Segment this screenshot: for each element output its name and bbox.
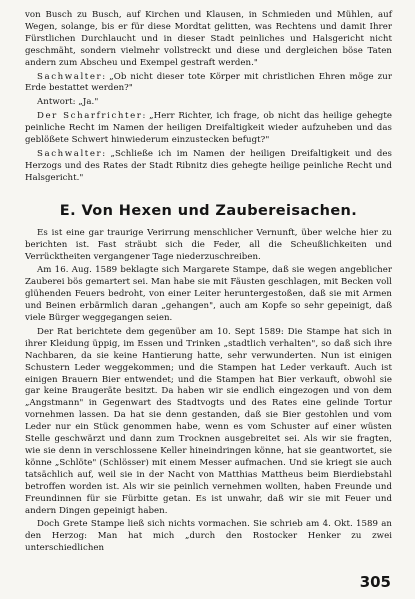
speaker-name: Sachwalter xyxy=(37,71,103,82)
speaker-name: Sachwalter xyxy=(37,148,103,159)
dialogue-text: : „Ob nicht dieser tote Körper mit christlichen Ehren möge zur Erde bestattet werden?" xyxy=(25,71,392,94)
paragraph-council-report: Der Rat berichtete dem gegenüber am 10. Sept 1589: Die Stampe hat sich in ihrer Kleidung üppig, im Essen und Trinken „stadtlich verhalten", so daß sich ihre Nachbaren, da sie keine Hantierung hatte, sehr verwunderten. Nun ist einigen Schustern Leder weggekommen; und die Stampen hat Leder verkauft. Auch ist einigen Brauern Bier entwendet; und die Stampen hat Bier verkauft, obwohl sie gar keine Braugeräte besitzt. Da haben wir sie endlich eingezogen und von dem „Angstmann" in Gegenwart des Stadtvogts und des Rates eine gelinde Tortur vornehmen lassen. Da hat sie denn gestanden, daß sie Bier gestohlen und vom Leder nur ein Stück genommen habe, wenn es vom Schuster auf einer wüsten Stelle geschwärzt und dann zum Trocknen ausgebreitet sei. Als wir sie fragten, wie sie denn in verschlossene Keller hineindringen könne, hat sie geantwortet, sie könne „Schlöte" (Schlösser) mit einem Messer aufmachen. Und sie kriegt sie auch tatsächlich auf, weil sie in der Nacht von Matthias Mattheus beim Bierdiebstahl betroffen worden ist. Als wir sie peinlich vernehmen wollten, haben Freunde und Freundinnen für sie Fürbitte getan. Es ist unwahr, daß wir sie mit Feuer und andern Dingen gepeinigt haben. xyxy=(25,326,392,516)
paragraph-intro: Es ist eine gar traurige Verirrung menschlicher Vernunft, über welche hier zu berichten ist. Fast sträubt sich die Feder, all die Scheußlichkeiten und Verrücktheiten vergangener Tage niederzuschreiben. xyxy=(25,227,392,262)
paragraph-continuation: von Busch zu Busch, auf Kirchen und Klausen, in Schmieden und Mühlen, auf Wegen, solange, bis er für diese Mordtat gelitten, was Rechtens und damit Ihrer Fürstlichen Durchlaucht und in dieser Stadt peinliches und Halsgericht nicht geschmäht, sondern vielmehr vollstreckt und diese und dergleichen böse Taten andern zum Abscheu und Exempel gestraft werden." xyxy=(25,10,392,68)
paragraph-stampe-complaint: Am 16. Aug. 1589 beklagte sich Margarete Stampe, daß sie wegen angeblicher Zauberei bös gemartert sei. Man habe sie mit Fäusten geschlagen, mit Becken voll glühenden Feuers bedroht, von einer Leiter heruntergestoßen, daß sie mit Armen und Beinen erbärmlich daran „gehangen", auch am Kopfe so sehr gepeinigt, daß viele Bürger weggegangen seien. xyxy=(25,265,392,324)
speaker-name: Der Scharfrichter xyxy=(37,111,143,122)
paragraph-letter-to-duke: Doch Grete Stampe ließ sich nichts vormachen. Sie schrieb am 4. Okt. 1589 an den Herzog: Man hat mich „durch den Rostocker Henker zu zwei unterschiedlichen xyxy=(25,519,392,554)
dialogue-scharfrichter-question xyxy=(25,111,392,147)
dialogue-text: : „Herr Richter, ich frage, ob nicht das heilige gehegte peinliche Recht im Namen der heiligen Dreifaltigkeit wieder aufzuheben und das geblößete Schwert hinwiederum einzustecken befugt?" xyxy=(25,111,392,146)
dialogue-sachwalter-question xyxy=(25,72,392,96)
dialogue-answer: Antwort: „Ja." xyxy=(37,97,99,108)
dialogue-text: : „Schließe ich im Namen der heiligen Dreifaltigkeit und des Herzogs und des Rates der Stadt Ribnitz dies gehegte heilige peinliche Recht und Halsgericht." xyxy=(25,148,392,183)
dialogue-sachwalter-closing xyxy=(25,149,392,185)
section-heading: E. Von Hexen und Zaubereisachen. xyxy=(59,202,358,219)
page-number: 305 xyxy=(359,573,391,591)
